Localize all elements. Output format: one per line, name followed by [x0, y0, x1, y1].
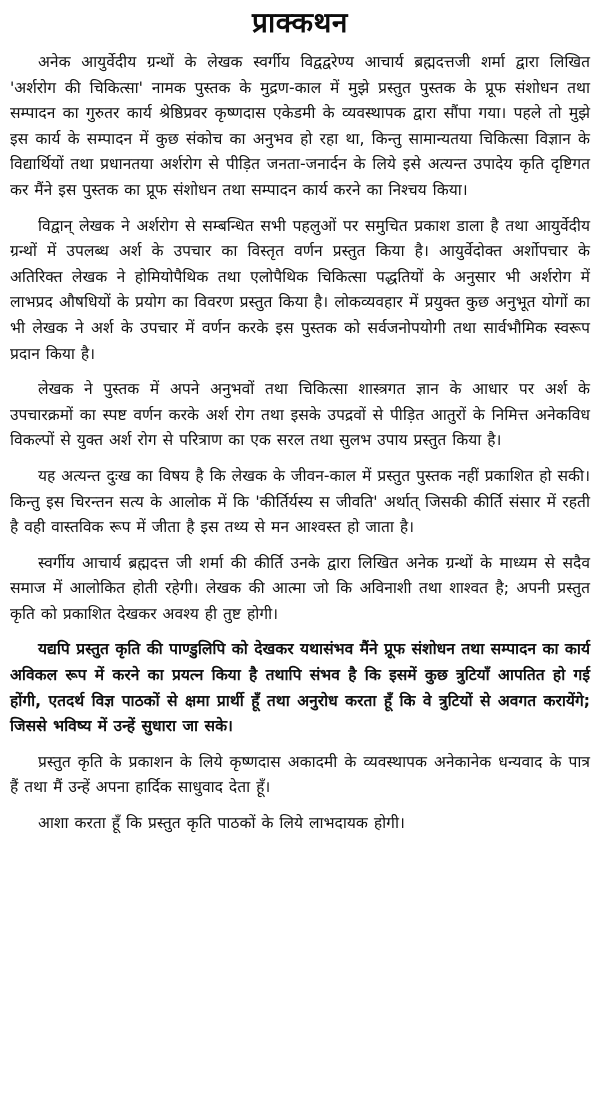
paragraph-4: यह अत्यन्त दुःख का विषय है कि लेखक के जीवन-काल में प्रस्तुत पुस्तक नहीं प्रकाशित हो सकी। किन्तु इस चिरन्तन सत्य के आलोक में कि 'कीर्तिर्यस्य स जीवति' अर्थात् जिसकी कीर्ति संसार में रहती है वही वास्तविक रूप में जीता है इस तथ्य से मन आश्वस्त हो जाता है।	[10, 466, 590, 537]
paragraph-8: आशा करता हूँ कि प्रस्तुत कृति पाठकों के लिये लाभदायक होगी।	[38, 814, 405, 833]
paragraph-7: प्रस्तुत कृति के प्रकाशन के लिये कृष्णदास अकादमी के व्यवस्थापक अनेकानेक धन्यवाद के पात्र हैं तथा मैं उन्हें अपना हार्दिक साधुवाद देता हूँ।	[10, 752, 590, 797]
paragraph-1: अनेक आयुर्वेदीय ग्रन्थों के लेखक स्वर्गीय विद्वद्वरेण्य आचार्य ब्रह्मदत्तजी शर्मा द्वारा लिखित 'अर्शरोग की चिकित्सा' नामक पुस्तक के मुद्रण-काल में मुझे प्रस्तुत पुस्तक के प्रूफ संशोधन तथा सम्पादन का गुरुतर कार्य श्रेष्ठिप्रवर कृष्णदास एकेडमी के व्यवस्थापक द्वारा सौंपा गया। पहले तो मुझे इस कार्य के सम्पादन में कुछ संकोच का अनुभव हो रहा था, किन्तु सामान्यतया चिकित्सा विज्ञान के विद्यार्थियों तथा प्रधानतया अर्शरोग से पीड़ित जनता-जनार्दन के लिये इसे अत्यन्त उपादेय कृति दृष्टिगत कर मैंने इस पुस्तक का प्रूफ संशोधन तथा सम्पादन कार्य करने का निश्चय किया।	[10, 53, 590, 199]
paragraph-2: विद्वान् लेखक ने अर्शरोग से सम्बन्धित सभी पहलुओं पर समुचित प्रकाश डाला है तथा आयुर्वेदीय ग्रन्थों में उपलब्ध अर्श के उपचार का विस्तृत वर्णन प्रस्तुत किया है। आयुर्वेदोक्त अर्शोपचार के अतिरिक्त लेखक ने होमियोपैथिक तथा एलोपैथिक चिकित्सा पद्धतियों के अनुसार भी अर्शरोग में लाभप्रद औषधियों के प्रयोग का विवरण प्रस्तुत किया है। लोकव्यवहार में प्रयुक्त कुछ अनुभूत योगों का भी लेखक ने अर्श के उपचार में वर्णन करके इस पुस्तक को सर्वजनोपयोगी तथा सार्वभौमिक स्वरूप प्रदान किया है।	[10, 216, 590, 363]
paragraph-5: स्वर्गीय आचार्य ब्रह्मदत्त जी शर्मा की कीर्ति उनके द्वारा लिखित अनेक ग्रन्थों के माध्यम से सदैव समाज में आलोकित होती रहेगी। लेखक की आत्मा जो कि अविनाशी तथा शाश्वत है; अपनी प्रस्तुत कृति को प्रकाशित देखकर अवश्य ही तुष्ट होगी।	[10, 553, 590, 623]
paragraph-3: लेखक ने पुस्तक में अपने अनुभवों तथा चिकित्सा शास्त्रगत ज्ञान के आधार पर अर्श के उपचारक्रमों का स्पष्ट वर्णन करके अर्श रोग तथा इसके उपद्रवों से पीड़ित आतुरों के निमित्त अनेकविध विकल्पों से युक्त अर्श रोग से परित्राण का एक सरल तथा सुलभ उपाय प्रस्तुत किया है।	[10, 380, 590, 450]
page-title: प्राक्कथन	[252, 6, 348, 39]
paragraph-6: यद्यपि प्रस्तुत कृति की पाण्डुलिपि को देखकर यथासंभव मैंने प्रूफ संशोधन तथा सम्पादन का कार्य अविकल रूप में करने का प्रयत्न किया है तथापि संभव है कि इसमें कुछ त्रुटियाँ आपतित हो गई होंगी, एतदर्थ विज्ञ पाठकों से क्षमा प्रार्थी हूँ तथा अनुरोध करता हूँ कि वे त्रुटियों से अवगत करायेंगे; जिससे भविष्य में उन्हें सुधारा जा सके।	[10, 640, 590, 736]
